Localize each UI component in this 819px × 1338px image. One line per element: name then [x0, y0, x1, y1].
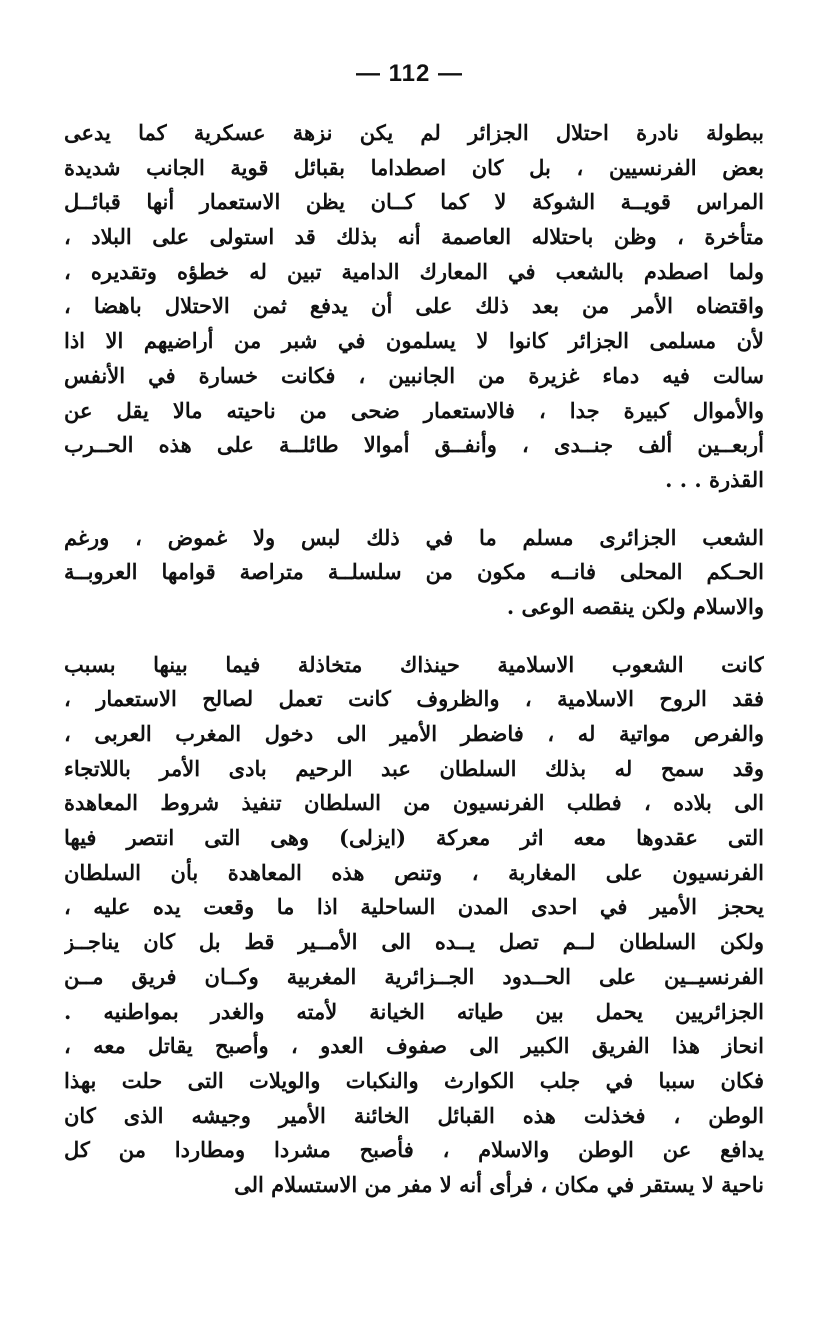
- text-line: والفرص مواتية له ، فاضطر الأمير الى دخول المغرب العربى ،: [64, 721, 764, 746]
- text-line: سالت فيه دماء غزيرة من الجانبين ، فكانت خسارة في الأنفس: [64, 362, 764, 388]
- text-line: يدافع عن الوطن والاسلام ، فأصبح مشردا ومطاردا من كل: [64, 1137, 764, 1163]
- text-line: بعض الفرنسيين ، بل كان اصطداما بقبائل قوية الجانب شديدة: [64, 154, 764, 180]
- text-line: الفرنسيــين على الحــدود الجــزائرية المغربية وكــان فريق مــن: [64, 963, 764, 989]
- text-line: الفرنسيون على المغاربة ، وتنص هذه المعاهدة بأن السلطان: [64, 859, 764, 885]
- text-line: ولما اصطدم بالشعب في المعارك الدامية تبين له خطؤه وتقديره ،: [64, 258, 764, 284]
- paragraph: [64, 521, 764, 625]
- text-line: الوطن ، فخذلت هذه القبائل الخائنة الأمير وجيشه الذى كان: [64, 1102, 764, 1128]
- text-line: الى بلاده ، فطلب الفرنسيون من السلطان تنفيذ شروط المعاهدة: [64, 790, 764, 816]
- text-line: الحـكم المحلى فانــه مكون من سلسلــة متراصة قوامها العروبــة: [64, 559, 764, 585]
- text-line: أربعــين ألف جنــدى ، وأنفــق أموالا طائلــة على هذه الحــرب: [64, 432, 764, 458]
- paragraph-gap: [64, 498, 764, 521]
- text-line: فقد الروح الاسلامية ، والظروف كانت تعمل لصالح الاستعمار ،: [64, 686, 764, 712]
- text-line: وقد سمح له بذلك السلطان عبد الرحيم بادى الأمر باللاتجاء: [64, 755, 764, 781]
- text-line: يحجز الأمير في احدى المدن الساحلية اذا ما وقعت يده عليه ،: [64, 894, 764, 920]
- text-line: الشعب الجزائرى مسلم ما في ذلك لبس ولا غموض ، ورغم: [64, 524, 764, 550]
- text-line: القذرة . . .: [665, 466, 764, 492]
- paragraph: [64, 648, 764, 1203]
- text-line: ببطولة نادرة احتلال الجزائر لم يكن نزهة عسكرية كما يدعى: [64, 120, 764, 145]
- text-line: والأموال كبيرة جدا ، فالاستعمار ضحى من ناحيته مالا يقل عن: [64, 397, 764, 423]
- text-line: كانت الشعوب الاسلامية حينذاك متخاذلة فيما بينها بسبب: [64, 651, 764, 677]
- text-line: فكان سببا في جلب الكوارث والنكبات والويلات التى حلت بهذا: [64, 1067, 764, 1093]
- page-number: — 112 —: [355, 60, 464, 87]
- text-line: والاسلام ولكن ينقصه الوعى .: [506, 593, 764, 619]
- paragraph-gap: [64, 625, 764, 648]
- body-text: [64, 116, 764, 1203]
- paragraph: [64, 116, 764, 498]
- text-line: التى عقدوها معه اثر معركة (ايزلى) وهى التى انتصر فيها: [64, 825, 764, 851]
- text-line: واقتضاه الأمر من بعد ذلك على أن يدفع ثمن الاحتلال باهضا ،: [64, 293, 764, 319]
- text-line: متأخرة ، وظن باحتلاله العاصمة أنه بذلك قد استولى على البلاد ،: [64, 224, 764, 250]
- text-line: لأن مسلمى الجزائر كانوا لا يسلمون في شبر من أراضيهم الا اذا: [64, 328, 764, 354]
- text-line: ولكن السلطان لــم تصل يــده الى الأمــير قط بل كان يناجــز: [64, 929, 764, 955]
- text-line: الجزائريين يحمل بين طياته الخيانة لأمته والغدر بمواطنيه .: [64, 998, 764, 1024]
- text-line: انحاز هذا الفريق الكبير الى صفوف العدو ، وأصبح يقاتل معه ،: [64, 1033, 764, 1059]
- text-line: ناحية لا يستقر في مكان ، فرأى أنه لا مفر من الاستسلام الى: [234, 1171, 764, 1197]
- text-line: المراس قويــة الشوكة لا كما كــان يظن الاستعمار أنها قبائــل: [64, 189, 764, 215]
